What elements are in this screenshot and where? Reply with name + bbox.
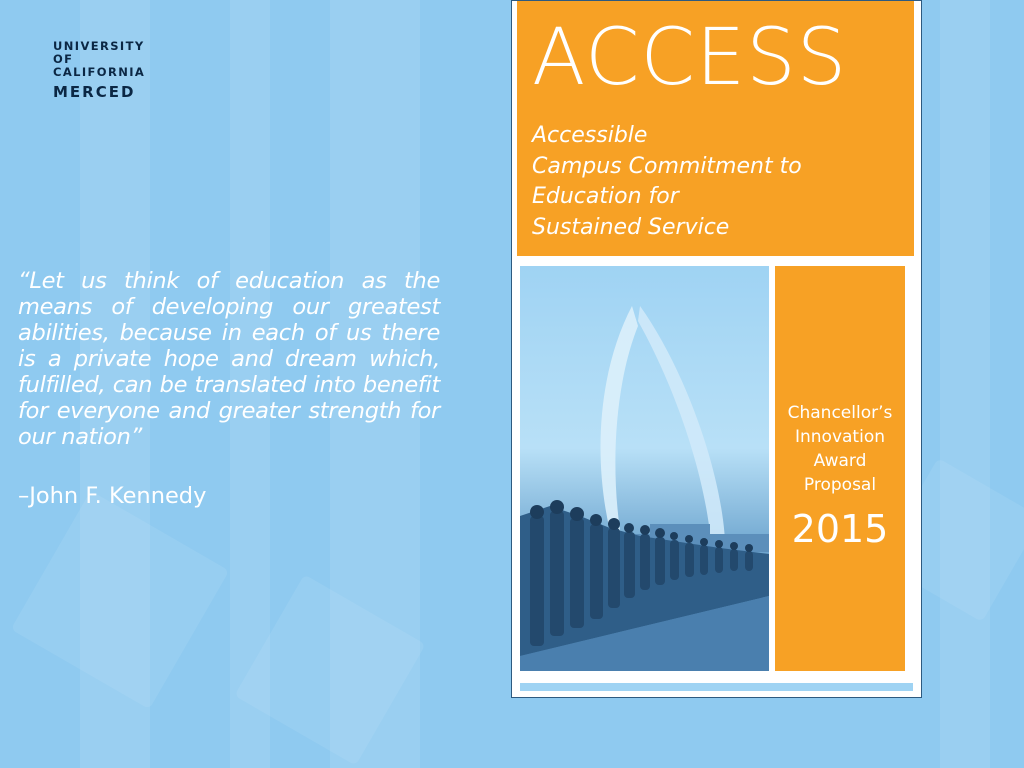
cover-subtitle-line: Sustained Service bbox=[532, 214, 730, 240]
award-label-line: Award bbox=[813, 451, 867, 471]
cover-subtitle-line: Accessible bbox=[532, 123, 648, 148]
kennedy-quote: “Let us think of education as the means of developing our greatest abilities, because in each of us there is a private hope and dream which, fulfilled, can be translated into benefit for everyone and greater strength for our nation” bbox=[18, 268, 440, 450]
cover-title-panel bbox=[517, 1, 914, 256]
logo-line-california: CALIFORNIA bbox=[53, 65, 146, 80]
background-hexagon bbox=[11, 491, 230, 710]
cover-subtitle-line: Education for bbox=[532, 184, 679, 209]
award-year: 2015 bbox=[791, 507, 889, 551]
graduation-photo bbox=[520, 266, 769, 671]
university-logo bbox=[53, 40, 145, 101]
logo-line-merced: MERCED bbox=[53, 82, 136, 101]
logo-line-of: OF bbox=[53, 52, 74, 67]
award-label-line: Proposal bbox=[803, 475, 877, 495]
logo-line-university: UNIVERSITY bbox=[53, 39, 145, 53]
award-label-line: Innovation bbox=[794, 427, 885, 447]
quote-attribution: –John F. Kennedy bbox=[18, 483, 207, 509]
cover-title: ACCESS bbox=[532, 13, 848, 103]
award-label-line: Chancellor’s bbox=[787, 403, 893, 423]
award-panel bbox=[775, 266, 905, 671]
award-label bbox=[775, 401, 905, 497]
cover-subtitle-line: Campus Commitment to bbox=[532, 153, 802, 179]
cover-subtitle bbox=[532, 121, 802, 243]
background-stripe bbox=[940, 0, 990, 768]
cover-footer-bar bbox=[520, 683, 913, 691]
proposal-cover bbox=[511, 0, 922, 698]
graduation-photo-illustration bbox=[520, 266, 769, 671]
